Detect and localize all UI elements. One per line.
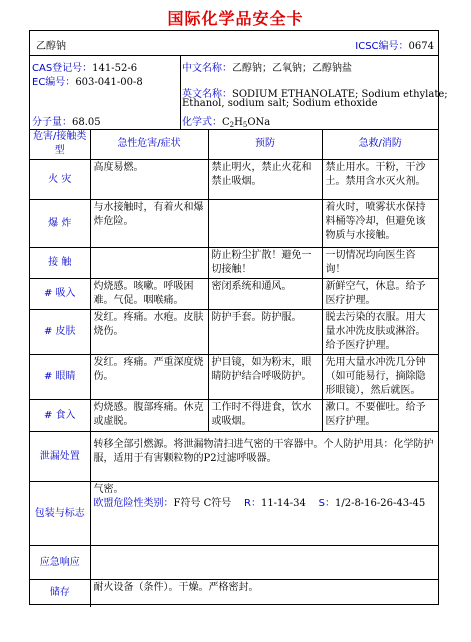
emergency-text <box>90 546 438 580</box>
english-name-line-2: Ethanol, sodium salt; Sodium ethoxide <box>182 98 378 109</box>
english-name-value: SODIUM ETHANOLATE; Sodium ethylate; <box>232 89 448 100</box>
card-title: 国际化学品安全卡 <box>167 9 304 28</box>
eu-class-value: F符号 C符号 <box>173 498 232 509</box>
english-name-label: 英文名称： <box>182 89 232 100</box>
table-row-packaging <box>30 482 438 546</box>
col-header-symptom: 急性危害/症状 <box>90 129 208 160</box>
card-header <box>30 31 438 56</box>
hazard-type: # 皮肤 <box>30 310 90 355</box>
prevention-cell: 密闭系统和通风。 <box>208 279 322 310</box>
safety-card <box>29 30 448 605</box>
col-header-prevention: 预防 <box>208 129 322 160</box>
r-phrase-label: R： <box>244 498 261 509</box>
table-row-ingestion <box>30 400 438 432</box>
icsc-label: ICSC编号： <box>355 41 409 52</box>
first-aid-cell: 禁止用水。干粉，干沙土。禁用含水灭火剂。 <box>322 160 438 200</box>
icsc-number <box>355 37 434 52</box>
col-header-type: 危害/接触类型 <box>30 129 90 160</box>
table-row-eyes <box>30 355 438 400</box>
mw-line <box>32 113 101 128</box>
s-phrase-label: S： <box>318 498 335 509</box>
first-aid-cell: 新鲜空气，休息。给予医疗护理。 <box>322 279 438 310</box>
prevention-cell <box>208 200 322 248</box>
hazard-type: 火 灾 <box>30 160 90 200</box>
section-label-spill: 泄漏处置 <box>30 432 90 482</box>
symptom-cell: 高度易燃。 <box>90 160 208 200</box>
first-aid-cell: 漱口。不要催吐。给予医疗护理。 <box>322 400 438 432</box>
table-row-fire <box>30 160 438 200</box>
s-phrase-value: 1/2-8-16-26-43-45 <box>334 498 426 509</box>
symptom-cell: 灼烧感。腹部疼痛。休克或虚脱。 <box>90 400 208 432</box>
spill-text: 转移全部引燃源。将泄漏物清扫进气密的干容器中。个人防护用具：化学防护服，适用于有害颗粒物的P2过滤呼吸器。 <box>90 432 438 482</box>
cas-value: 141-52-6 <box>92 63 138 74</box>
hazard-type: # 吸入 <box>30 279 90 310</box>
symptom-cell: 发红。疼痛。水疱。皮肤烧伤。 <box>90 310 208 355</box>
formula-c-subscript: 2 <box>229 121 235 129</box>
chinese-name-label: 中文名称： <box>182 63 232 74</box>
table-row-storage <box>30 580 438 607</box>
first-aid-cell: 一切情况均向医生咨询！ <box>322 248 438 279</box>
symptom-cell: 灼烧感。咳嗽。呼吸困难。气促。咽喉痛。 <box>90 279 208 310</box>
hazard-table <box>30 129 438 607</box>
packaging-cell <box>90 482 438 546</box>
hazard-type: 爆 炸 <box>30 200 90 248</box>
prevention-cell: 护目镜，如为粉末，眼睛防护结合呼吸防护。 <box>208 355 322 400</box>
formula-label: 化学式： <box>182 117 222 128</box>
mw-label: 分子量： <box>32 117 72 128</box>
table-row-emergency <box>30 546 438 580</box>
mw-value: 68.05 <box>72 117 101 128</box>
formula-rest: ONa <box>247 117 271 128</box>
packaging-line: 气密。 <box>93 484 124 495</box>
table-row-spill <box>30 432 438 482</box>
col-header-first-aid: 急救/消防 <box>322 129 438 160</box>
chemical-name: 乙醇钠 <box>36 41 66 52</box>
identifier-column <box>30 55 181 129</box>
prevention-cell: 禁止明火，禁止火花和禁止吸烟。 <box>208 160 322 200</box>
cas-label: CAS登记号： <box>32 63 93 74</box>
section-label-storage: 储存 <box>30 580 90 607</box>
first-aid-cell: 脱去污染的衣服。用大量水冲洗皮肤或淋浴。给予医疗护理。 <box>322 310 438 355</box>
prevention-cell: 防护手套。防护服。 <box>208 310 322 355</box>
table-row-explosion <box>30 200 438 248</box>
symptom-cell: 与水接触时，有着火和爆炸危险。 <box>90 200 208 248</box>
hazard-type: # 食入 <box>30 400 90 432</box>
icsc-value: 0674 <box>408 41 434 52</box>
symptom-cell <box>90 248 208 279</box>
chinese-name-value: 乙醇钠；乙氧钠；乙醇钠盐 <box>232 63 352 74</box>
column-header-row <box>30 129 438 160</box>
ec-value: 603-041-00-8 <box>75 77 143 88</box>
formula-h-subscript: 5 <box>242 121 248 129</box>
storage-text: 耐火设备（条件）。干燥。严格密封。 <box>90 580 438 607</box>
table-row-contact <box>30 248 438 279</box>
prevention-cell: 工作时不得进食，饮水或吸烟。 <box>208 400 322 432</box>
section-label-packaging: 包装与标志 <box>30 482 90 546</box>
section-label-emergency: 应急响应 <box>30 546 90 580</box>
first-aid-cell: 着火时，喷雾状水保持料桶等冷却，但避免该物质与水接触。 <box>322 200 438 248</box>
symptom-cell: 发红。疼痛。严重深度烧伤。 <box>90 355 208 400</box>
table-row-skin <box>30 310 438 355</box>
formula-h: H <box>234 117 243 128</box>
cas-line <box>32 59 137 74</box>
formula-line <box>182 113 270 129</box>
chinese-name-line <box>182 59 352 74</box>
identification-block <box>30 55 448 130</box>
prevention-cell: 防止粉尘扩散！避免一切接触！ <box>208 248 322 279</box>
hazard-type: # 眼睛 <box>30 355 90 400</box>
first-aid-cell: 先用大量水冲洗几分钟（如可能易行，摘除隐形眼镜），然后就医。 <box>322 355 438 400</box>
hazard-type: 接 触 <box>30 248 90 279</box>
r-phrase-value: 11-14-34 <box>260 498 306 509</box>
ec-line <box>32 73 143 88</box>
ec-label: EC编号： <box>32 77 76 88</box>
formula-c: C <box>222 117 230 128</box>
eu-class-line <box>94 497 436 511</box>
table-row-inhalation <box>30 279 438 310</box>
eu-class-label: 欧盟危险性类别： <box>93 498 174 509</box>
